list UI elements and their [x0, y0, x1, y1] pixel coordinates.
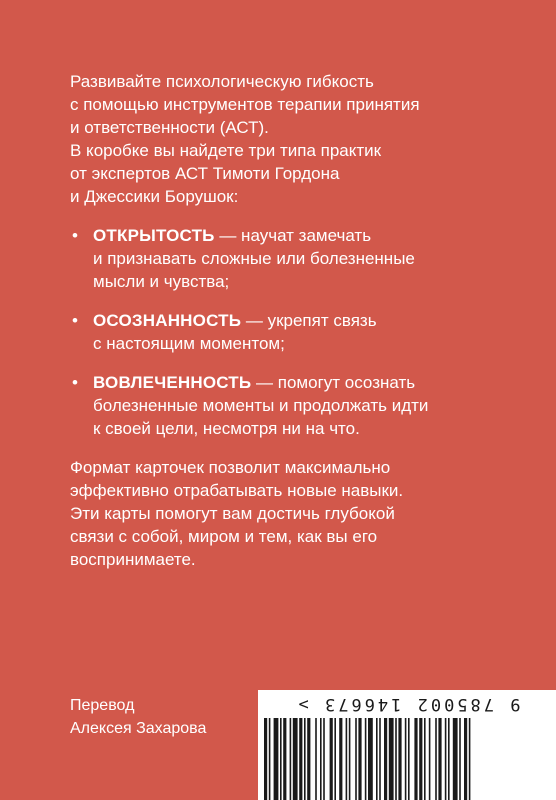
barcode-bar: [424, 718, 426, 800]
barcode-bar: [395, 718, 397, 800]
translator-name: Алексея Захарова: [70, 720, 207, 737]
barcode-bar: [307, 718, 310, 800]
bullet-point: •: [72, 373, 78, 392]
practice-term: ОСОЗНАННОСТЬ: [93, 311, 242, 330]
format-line: Формат карточек позволит максимально: [70, 458, 391, 477]
barcode-bar: [264, 718, 267, 800]
bullet-point: •: [72, 226, 78, 245]
format-line: связи с собой, миром и тем, как вы его: [70, 527, 378, 546]
barcode-icon: [262, 718, 552, 800]
barcode-bar: [445, 718, 447, 800]
barcode-bar: [293, 718, 298, 800]
barcode-bar: [368, 718, 373, 800]
barcode-bar: [339, 718, 342, 800]
barcode-bar: [355, 718, 357, 800]
practice-description: — помогут осознать: [251, 373, 416, 392]
barcode-bar: [405, 718, 407, 800]
practice-description: к своей цели, несмотря ни на что.: [93, 419, 360, 438]
barcode-bar: [469, 718, 471, 800]
practice-item-openness: [70, 224, 500, 293]
barcode-bar: [365, 718, 367, 800]
barcode-bar: [389, 718, 394, 800]
barcode-bar: [459, 718, 461, 800]
barcode-bar: [269, 718, 271, 800]
practice-description: — научат замечать: [214, 226, 372, 245]
barcode-bar: [453, 718, 458, 800]
barcode-bar: [283, 718, 286, 800]
barcode-bar: [330, 718, 333, 800]
credit-label: Перевод: [70, 697, 135, 714]
barcode-bar: [323, 718, 325, 800]
practice-description: мысли и чувства;: [93, 272, 230, 291]
barcode-bar: [408, 718, 410, 800]
practice-term: ОТКРЫТОСТЬ: [93, 226, 215, 245]
practice-description: с настоящим моментом;: [93, 334, 285, 353]
isbn-digits: 9 785002 146673 >: [295, 694, 521, 714]
back-cover-text: [70, 70, 500, 571]
barcode-bar: [414, 718, 417, 800]
intro-line: от экспертов АСТ Тимоти Гордона: [70, 164, 340, 183]
practice-term: ВОВЛЕЧЕННОСТЬ: [93, 373, 252, 392]
intro-line: В коробке вы найдете три типа практик: [70, 141, 382, 160]
practice-list: [70, 224, 500, 440]
format-line: воспринимаете.: [70, 550, 196, 569]
barcode-bar: [376, 718, 378, 800]
barcode-bar: [346, 718, 348, 800]
barcode-bar: [299, 718, 302, 800]
format-paragraph: [70, 456, 500, 571]
barcode-bar: [290, 718, 292, 800]
barcode-bar: [334, 718, 336, 800]
translator-credit: [70, 694, 206, 740]
practice-item-mindfulness: [70, 309, 500, 355]
format-line: Эти карты помогут вам достичь глубокой: [70, 504, 395, 523]
barcode-bar: [274, 718, 279, 800]
practice-item-engagement: [70, 371, 500, 440]
barcode-bar: [435, 718, 437, 800]
barcode-bar: [315, 718, 317, 800]
barcode-bar: [349, 718, 351, 800]
barcode-bar: [429, 718, 431, 800]
barcode-bar: [438, 718, 441, 800]
intro-line: Развивайте психологическую гибкость: [70, 72, 374, 91]
practice-description: болезненные моменты и продолжать идти: [93, 396, 429, 415]
barcode-bar: [384, 718, 387, 800]
intro-paragraph: [70, 70, 500, 208]
barcode-bar: [379, 718, 381, 800]
barcode-bar: [419, 718, 422, 800]
barcode-bar: [280, 718, 282, 800]
practice-description: — укрепят связь: [241, 311, 377, 330]
barcode-bar: [304, 718, 306, 800]
intro-line: и Джессики Борушок:: [70, 187, 239, 206]
barcode-bar: [358, 718, 361, 800]
intro-line: с помощью инструментов терапии принятия: [70, 95, 420, 114]
barcode-bar: [448, 718, 450, 800]
barcode-bar: [320, 718, 322, 800]
bullet-point: •: [72, 311, 78, 330]
intro-line: и ответственности (АСТ).: [70, 118, 269, 137]
barcode-bar: [464, 718, 467, 800]
practice-description: и признавать сложные или болезненные: [93, 249, 415, 268]
format-line: эффективно отрабатывать новые навыки.: [70, 481, 404, 500]
barcode-bar: [398, 718, 401, 800]
